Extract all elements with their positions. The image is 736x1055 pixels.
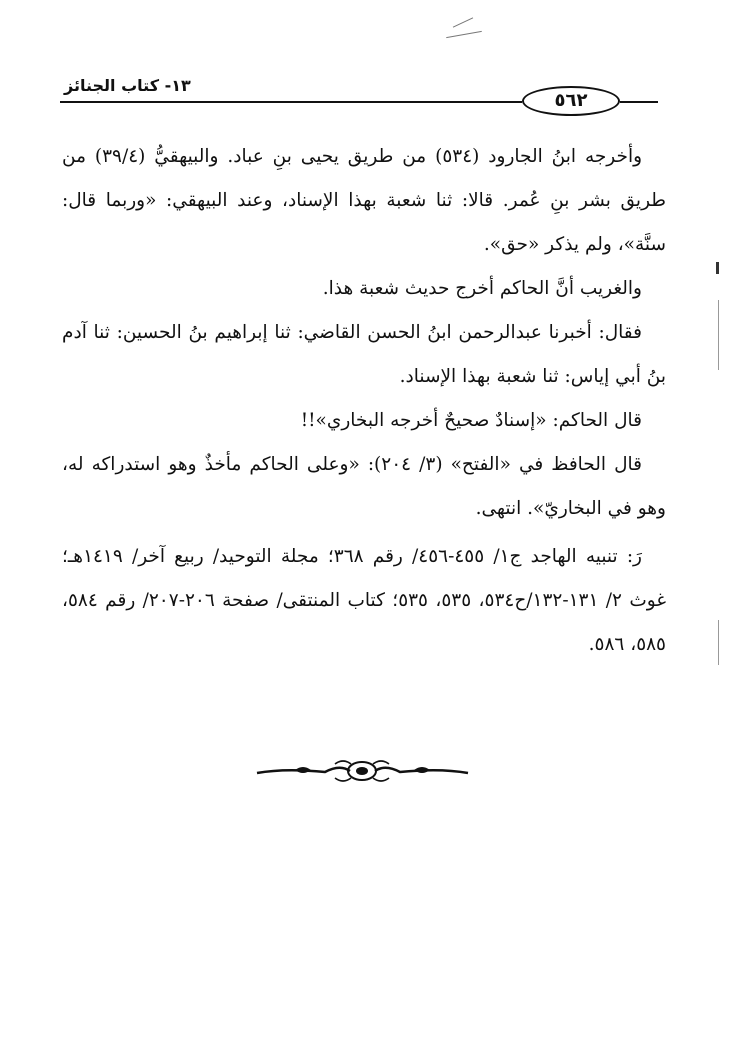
- page-number: ٥٦٢: [522, 86, 620, 116]
- references-paragraph: رَ: تنبيه الهاجد ج١/ ٤٥٥-٤٥٦/ رقم ٣٦٨؛ مجلة التوحيد/ ربيع آخر/ ١٤١٩هـ؛ غوث ٢/ ١٣١-١٣٢/ح٥٣٤، ٥٣٥، ٥٣٥؛ كتاب المنتقى/ صفحة ٢٠٦-٢٠٧/ رقم ٥٨٤، ٥٨٥، ٥٨٦.: [62, 546, 667, 655]
- paragraph: قال الحاكم: «إسنادٌ صحيحٌ أخرجه البخاري»!!: [300, 410, 642, 431]
- main-text: [62, 135, 666, 667]
- scan-mark: [718, 300, 719, 370]
- decorative-divider-ornament: [255, 756, 470, 786]
- paragraph: فقال: أخبرنا عبدالرحمن ابنُ الحسن القاضي: ثنا إبراهيم بنُ الحسين: ثنا آدم بنُ أبي إياس: ثنا شعبة بهذا الإسناد.: [62, 322, 666, 387]
- paragraph: قال الحافظ في «الفتح» (٣/ ٢٠٤): «وعلى الحاكم مأخذٌ وهو استدراكه له، وهو في البخاريّ». انتهى.: [62, 454, 666, 519]
- scan-mark: [718, 620, 719, 665]
- paragraph: والغريب أنَّ الحاكم أخرج حديث شعبة هذا.: [322, 278, 642, 299]
- header-rule: [60, 101, 522, 103]
- page-header: [60, 72, 658, 112]
- header-rule-right: [620, 101, 658, 103]
- scan-mark: [446, 31, 482, 38]
- scan-mark: [716, 262, 719, 274]
- chapter-title: ١٣- كتاب الجنائز: [64, 76, 191, 95]
- paragraph: وأخرجه ابنُ الجارود (٥٣٤) من طريق يحيى بنِ عباد. والبيهقيُّ (٣٩/٤) من طريق بشر بنِ عُمر. قالا: ثنا شعبة بهذا الإسناد، وعند البيهقي: «وربما قال: سنَّة»، ولم يذكر «حق».: [62, 146, 666, 255]
- scan-mark: [453, 17, 473, 27]
